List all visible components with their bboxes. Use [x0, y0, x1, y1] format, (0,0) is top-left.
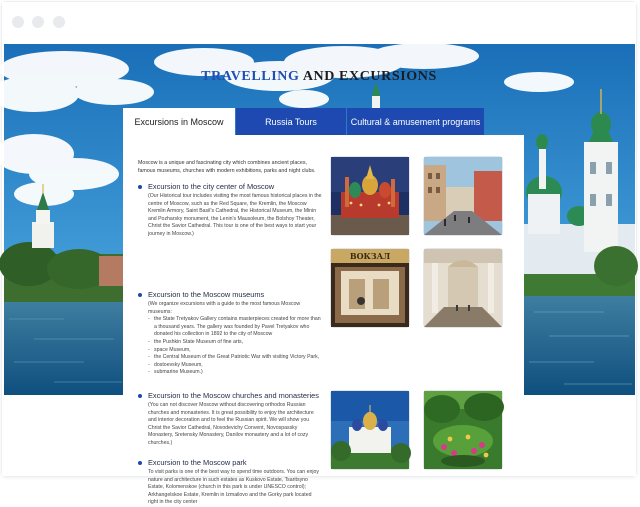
list-item: - submarine Museum.)	[148, 369, 323, 377]
list-item: - the Pushkin State Museum of fine arts,	[148, 339, 323, 347]
park-garden-photo[interactable]	[424, 391, 502, 469]
section-museums	[138, 290, 323, 377]
moscow-street-photo[interactable]	[424, 157, 502, 235]
section-title[interactable]	[138, 458, 323, 467]
tab-cultural-programs[interactable]: Cultural & amusement programs	[347, 108, 484, 135]
monastery-photo[interactable]	[331, 391, 409, 469]
tab-russia-tours[interactable]: Russia Tours	[236, 108, 346, 135]
browser-window	[2, 2, 636, 506]
section-title[interactable]	[138, 182, 323, 191]
section-parks	[138, 458, 323, 507]
section-title-text: Excursion to the Moscow park	[148, 458, 247, 467]
bullet-icon	[138, 185, 142, 189]
list-item: - the Central Museum of the Great Patriotic War with visiting Victory Park,	[148, 354, 323, 362]
section-churches	[138, 391, 323, 448]
section-title[interactable]	[138, 391, 323, 400]
bullet-icon	[138, 461, 142, 465]
bullet-icon	[138, 293, 142, 297]
section-title-text: Excursion to the Moscow churches and monasteries	[148, 391, 319, 400]
bullet-icon	[138, 394, 142, 398]
station-sign-text: ВОКЗАЛ	[349, 251, 391, 261]
section-title-text: Excursion to the city center of Moscow	[148, 182, 275, 191]
section-title[interactable]	[138, 290, 323, 299]
page-title-rest: AND EXCURSIONS	[302, 69, 437, 84]
railway-station-photo[interactable]	[331, 249, 409, 327]
section-city-center	[138, 182, 323, 239]
section-description: (You can not discover Moscow without discovering orthodox Russian churches and monasteries. It is great possibility to enjoy the architecture and interior decoration and to feel the Russian spirit. We will show you Christ the Savior Cathedral, Novodevichy Convent, Novospassky Monastery, Sretensky Monastery, Danilov monastery and a lot of cozy churches.)	[148, 402, 314, 446]
red-square-photo[interactable]	[331, 157, 409, 235]
tab-excursions-in-moscow[interactable]: Excursions in Moscow	[123, 108, 235, 135]
list-item: - space Museum,	[148, 347, 323, 355]
excursion-tabs	[123, 108, 484, 135]
window-maximize-dot[interactable]	[53, 16, 65, 28]
section-title-text: Excursion to the Moscow museums	[148, 290, 265, 299]
tab-content-panel	[123, 135, 524, 506]
section-description: To visit parks is one of the best way to spend time outdoors. You can enjoy nature and architecture in such estates as Kuskovo Estate, Tsaritsyno Estate, Kolomenskoe (church in this park is under UNESCO control); Arkhangelskoe Estate, Kremlin in Izmailovo and the Gorky park located right in the city center	[148, 469, 319, 506]
page-viewport	[2, 44, 636, 506]
museum-list	[148, 316, 323, 377]
section-description: (Our Historical tour includes visiting the most famous historical places in the centre of Moscow, such as the Red Square, the Kremlin, the Moscow Kremlin Armory, Saint Basil's Cathedral, the Historical Museum, the Minin and Pozharsky monument, the Lenin's Mausoleum, the Bolshoy Theater, Christ the Savior Cathedral. This tour is one of the best ways to start your journey in Moscow.)	[148, 193, 322, 237]
window-titlebar	[2, 2, 636, 42]
museum-hall-photo[interactable]	[424, 249, 502, 327]
intro-text: Moscow is a unique and fascinating city which combines ancient places, famous museums, churches with modern exhibitions, parks and night clubs.	[138, 160, 316, 174]
section-description: (We organize excursions with a guide to the most famous Moscow museums:	[148, 301, 301, 315]
list-item: - dostoevsky Museum,	[148, 362, 323, 370]
page-title-accent: TRAVELLING	[201, 69, 300, 84]
window-minimize-dot[interactable]	[32, 16, 44, 28]
page-title	[2, 69, 636, 85]
window-close-dot[interactable]	[12, 16, 24, 28]
list-item: - the State Tretyakov Gallery contains masterpieces created for more than a thousand years. The gallery was founded by Pavel Tretyakov who donated his collection in 1892 to the city of Moscow	[148, 316, 323, 339]
